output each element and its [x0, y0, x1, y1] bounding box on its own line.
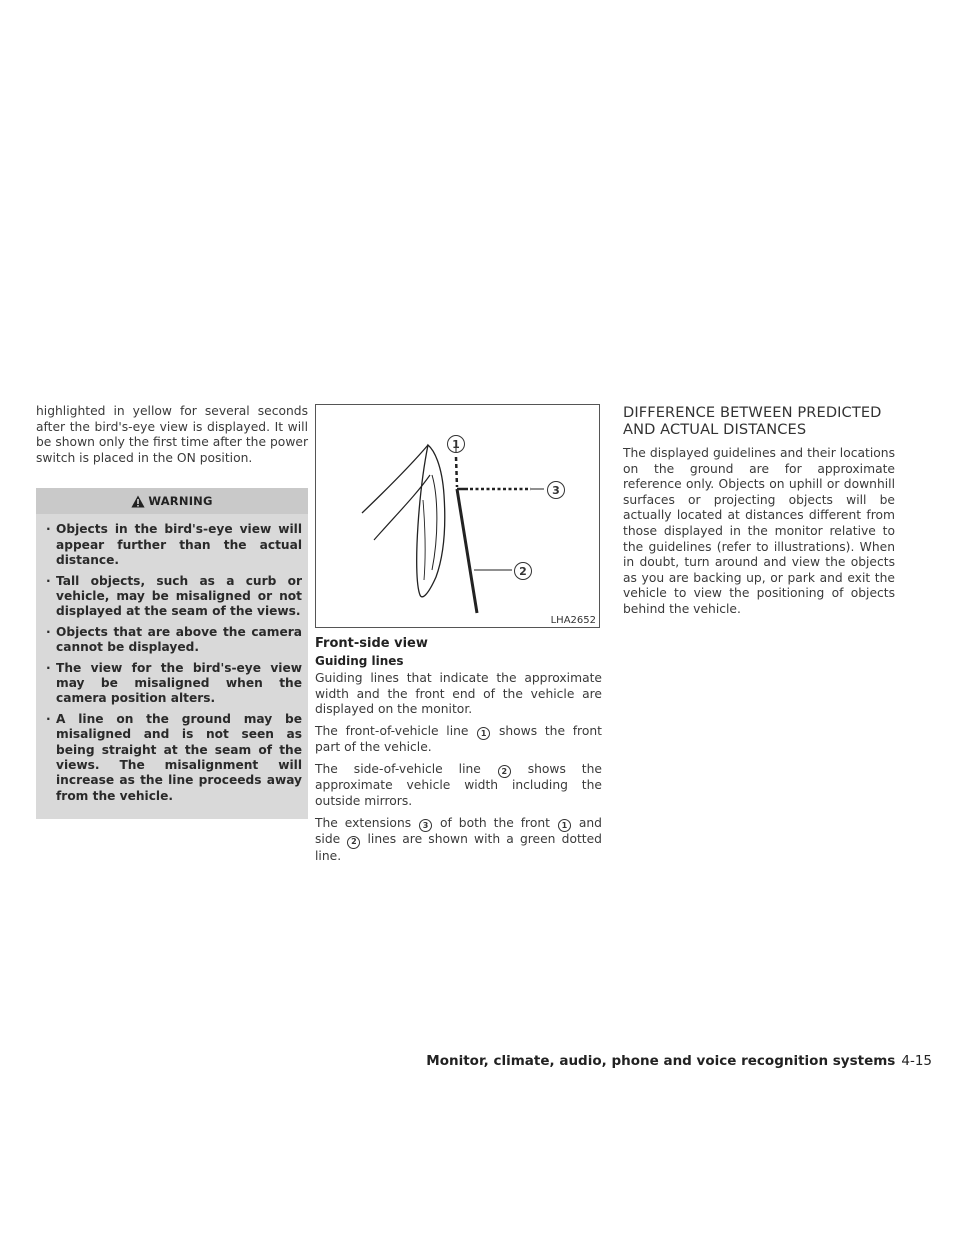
- warning-triangle-icon: [131, 495, 145, 508]
- warning-item: · Objects in the bird's-eye view will appear further than the actual distance.: [42, 522, 302, 568]
- callout-1: 1: [447, 435, 465, 453]
- page-number: 4-15: [901, 1053, 932, 1069]
- ref-3-icon: 3: [419, 819, 432, 832]
- callout-2: 2: [514, 562, 532, 580]
- subheading-guiding-lines: Guiding lines: [315, 654, 404, 668]
- right-column: [623, 404, 895, 618]
- warning-item: · The view for the bird's-eye view may be misaligned when the camera position alters.: [42, 661, 302, 707]
- text-run: shows the front part of the vehicle.: [315, 723, 602, 755]
- ref-2-icon: 2: [498, 765, 511, 778]
- figure-code: LHA2652: [550, 615, 596, 626]
- text-run: shows the approximate vehicle width including the outside mirrors.: [315, 761, 602, 808]
- text-run: and side: [315, 815, 602, 847]
- warning-item: · Objects that are above the camera cannot be displayed.: [42, 625, 302, 656]
- text-run: lines are shown with a green dotted line.: [315, 832, 602, 863]
- extensions-paragraph: [315, 816, 602, 865]
- warning-header: [36, 488, 308, 514]
- warning-box: [36, 488, 308, 819]
- distances-paragraph: The displayed guidelines and their locations on the ground are for approximate reference only. Objects on uphill or downhill surfaces or projecting objects will be actually located at distances different from those displayed in the monitor relative to the guidelines (refer to illustrations). When in doubt, turn around and view the objects as you are backing up, or park and exit the vehicle to view the positioning of objects behind the vehicle.: [623, 446, 895, 616]
- ref-1-icon: 1: [558, 819, 571, 832]
- ref-1-icon: 1: [477, 727, 490, 740]
- ref-2-icon: 2: [347, 836, 360, 849]
- text-run: The extensions: [315, 815, 412, 830]
- middle-column: [315, 404, 602, 870]
- callout-3: 3: [547, 481, 565, 499]
- warning-item: · A line on the ground may be misaligned and is not seen as being straight at the seam of the views. The misalignment will increase as the line proceeds away from the vehicle.: [42, 712, 302, 804]
- warning-title: WARNING: [148, 494, 213, 509]
- front-side-view-illustration: [315, 404, 600, 628]
- front-line-paragraph: [315, 724, 602, 756]
- subheading-front-side-view: Front-side view: [315, 636, 428, 651]
- warning-item: · Tall objects, such as a curb or vehicle, may be misaligned or not displayed at the seam of the views.: [42, 574, 302, 620]
- text-run: The side-of-vehicle line: [315, 761, 481, 776]
- left-column: [36, 404, 308, 819]
- warning-list: [42, 522, 302, 804]
- guiding-lines-paragraph: Guiding lines that indicate the approximate width and the front end of the vehicle are displayed on the monitor.: [315, 671, 602, 717]
- page-footer: [426, 1053, 932, 1069]
- section-heading: DIFFERENCE BETWEEN PREDICTED AND ACTUAL DISTANCES: [623, 404, 882, 438]
- side-line-paragraph: [315, 762, 602, 810]
- chapter-title: Monitor, climate, audio, phone and voice recognition systems: [426, 1053, 896, 1069]
- text-run: of both the front: [440, 815, 550, 830]
- text-run: The front-of-vehicle line: [315, 723, 469, 738]
- intro-paragraph: highlighted in yellow for several seconds after the bird's-eye view is displayed. It will be shown only the first time after the power switch is placed in the ON position.: [36, 404, 308, 465]
